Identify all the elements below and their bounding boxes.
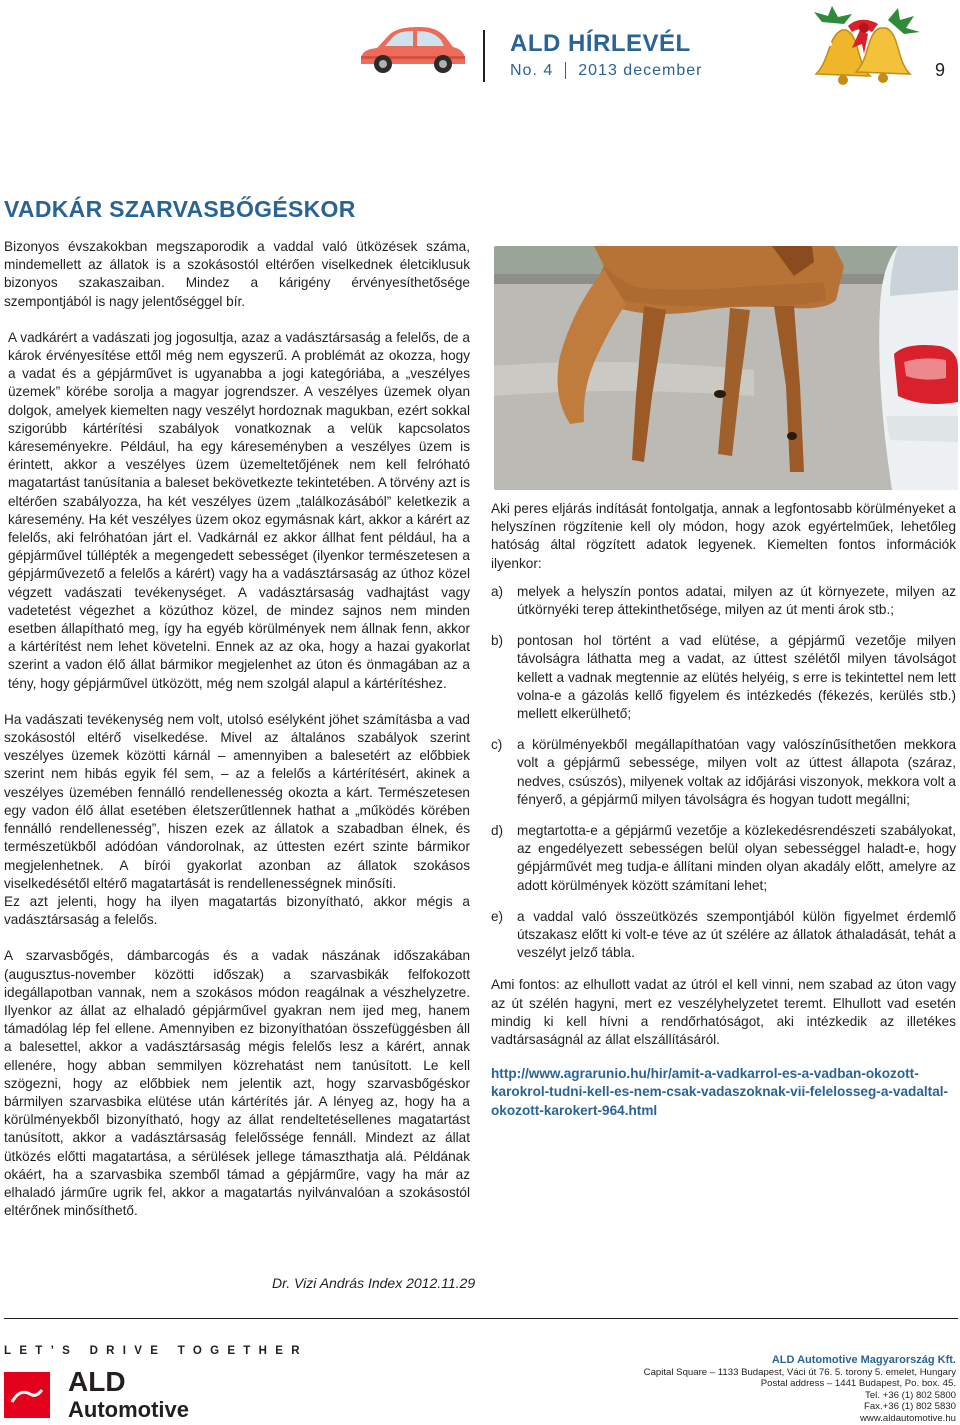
footer-divider <box>4 1318 958 1319</box>
postal-address: Postal address – 1441 Budapest, Po. box. 45. <box>760 1378 956 1390</box>
body-paragraph: Ha vadászati tevékenység nem volt, utolsó esélyként jöhet számításba a vad szokásostól eltérő viselkedése. Mivel az általános szabályok szerint veszélyes üzemek közötti kárnál – amennyiben a balesetért az előbbiek szerint nem hibás egyik fél sem, – az a felelős a kártérítésért, akinek a veszélyes üzemében fennálló rendellenesség okozta a kárt. Természetesen egy vadon élő állat esetében életszerűtlennek hathat a „működés körében fennálló rendellenesség”, hiszen ezek az állatok a szabadban élnek, és természetükből adódóan vándorolnak, az úttesten ezért szinte bármikor megjelenhetnek. A bírói gyakorlat azonban az állatok szokásos viselkedésétől eltérő magatartását is rendellenességnek minősíti. <box>4 711 470 891</box>
checklist-text: a vaddal való összeütközés szempontjából külön figyelmet érdemlő útszakasz előtt ki volt-e téve az út szélére az állatok áthaladását, tehát a veszélyt jelző tábla. <box>517 908 956 961</box>
body-paragraph: Ez azt jelenti, hogy ha ilyen magatartás bizonyítható, akkor mégis a vadásztársaság a felelős. <box>4 893 470 928</box>
checklist-marker: b) <box>491 633 504 649</box>
company-name: ALD Automotive Magyarország Kft. <box>771 1354 956 1366</box>
page-number: 9 <box>935 60 946 80</box>
website: www.aldautomotive.hu <box>860 1412 956 1424</box>
checklist <box>491 583 956 963</box>
checklist-item <box>491 736 956 809</box>
article-title: VADKÁR SZARVASBŐGÉSKOR <box>4 196 356 222</box>
checklist-text: megtartotta-e a gépjármű vezetője a közlekedésrendészeti szabályokat, az engedélyezett sebességen belül olyan sebességgel haladt-e, hogy gépjárművét meg tudja-e állítani minden olyan akadály előtt, amelyre az adott körülmények között számítani lehet; <box>517 823 956 893</box>
logo-wave-icon <box>10 1386 44 1404</box>
checklist-item <box>491 632 956 723</box>
issue-divider <box>565 62 566 79</box>
checklist-text: a körülményekből megállapíthatóan vagy valószínűsíthetően mekkora volt a gépjármű sebessége, milyen volt az úttest állapota (száraz, nedves, csúszós), milyenek voltak az időjárási viszonyok, mekkora volt a fényerő, a gépjármű milyen távolságra és hogyan tudott megállni; <box>517 737 956 807</box>
checklist-marker: d) <box>491 823 504 839</box>
checklist-marker: c) <box>491 737 503 753</box>
checklist-item <box>491 908 956 963</box>
intro-paragraph: Bizonyos évszakokban megszaporodik a vaddal való ütközések száma, mindemellett az állatok is a szokásostól eltérően viselkednek életciklusuk bizonyos szakaszaiban. Mindez a kárigény érvényesíthetősége szempontjából is nagy jelentőséggel bír. <box>4 239 470 309</box>
ald-logo-mark <box>4 1372 50 1418</box>
checklist-text: melyek a helyszín pontos adatai, milyen az út környezete, milyen az útkörnyéki terep áttekinthetősége, milyen az út menti árok stb.; <box>517 583 956 618</box>
car-icon <box>355 22 467 74</box>
checklist-item <box>491 822 956 895</box>
author-credit: Dr. Vizi András Index 2012.11.29 <box>272 1275 476 1291</box>
checklist-item <box>491 583 956 619</box>
checklist-text: pontosan hol történt a vad elütése, a gépjármű vezetője milyen távolságra láthatta meg a vadat, az úttest szélétől milyen távolságot kellett a vadnak megtennie az elütés helyéig, s erre is tekintettel nem lett volna-e a gázolás kellő figyelem és intézkedés (fékezés, kerülés stb.) mellett elkerülhető; <box>517 633 956 722</box>
article-right-column <box>491 500 956 1120</box>
street-address: Capital Square – 1133 Budapest, Váci út 76. 5. torony 5. emelet, Hungary <box>643 1366 956 1378</box>
checklist-intro: Aki peres eljárás indítását fontolgatja, annak a legfontosabb körülményeket a helyszínen rögzítenie kell oly módon, hogy azok egyértelműek, lehetőleg hatóság által rögzített adatok legyenek. Kiemelten fontos információk ilyenkor: <box>491 501 956 571</box>
issue-date: 2013 december <box>578 62 703 79</box>
header-divider <box>483 30 485 82</box>
checklist-marker: e) <box>491 908 504 924</box>
deer-beside-car-photo <box>494 246 958 490</box>
contact-block <box>644 1355 956 1425</box>
issue-line <box>510 62 702 80</box>
body-paragraph: A vadkárért a vadászati jog jogosultja, azaz a vadásztársaság a felelős, de a károk érvényesítése ettől még nem egyszerű. A problémát az okozza, hogy a vadat és a gépjárművet is ugyanabba a jogi kategóriába, a „veszélyes üzemek” körébe sorolja a magyar jogrendszer. A veszélyes üzemek olyan dolgok, amelyek kiemelten nagy veszélyt hordoznak magukban, ezért sokkal szigorúbb kártérítési szabályok vonatkoznak a velük kapcsolatos káreseményekre. Például, ha egy káreseményben a veszélyes üzem is érintett, akkor a veszélyes üzem üzemeltetőjének nem kell felróható magatartást tanúsítania a baleset bekövetkezte tekintetében. A törvény azt is eltérően szabályozza, ha két veszélyes üzem „találkozásából” keletkezik a káresemény. Ha két veszélyes üzem okoz egymásnak kárt, akkor a kárért az felelős, aki felróhatóan járt el. Vadkárnál ez akkor állhat fent például, ha a gépjárművel túllépték a megengedett sebességet (ilyenkor természetesen a gépjárművezető a felelős a kárért) vagy ha a vadásztársaság az úthoz közel végzett vadászati tevékenységet. A vadásztársaság vadhajtást vagy vadetetést végezhet a közúthoz közel, de mindez sajnos nem minden esetben állapítható meg, így ha egyéb körülmények nem állnak fenn, akkor a kártérítést nem lehet követelni. Ennek az az oka, hogy a hazai gyakorlat szerint a vadon élő állat bármikor megjelenhet az úton és önmagában az a tény, hogy gépjárművel ütközött, még nem szolgál alapul a kártérítéshez. <box>8 329 470 691</box>
logo-automotive-text: Automotive <box>68 1397 189 1422</box>
issue-number: No. 4 <box>510 62 554 79</box>
fax-number: Fax.+36 (1) 802 5830 <box>863 1401 956 1413</box>
logo-ald-text: ALD <box>68 1366 126 1397</box>
phone-number: Tel. +36 (1) 802 5800 <box>865 1389 956 1401</box>
body-paragraph: A szarvasbőgés, dámbarcogás és a vadak nászának időszakában (augusztus-november közötti időszak) a szarvasbikák felfokozott idegállapotban vannak, nem a szokásos módon reagálnak a vészhelyzetre. Ilyenkor az állat az elhaladó gépjárművel gyakran nem ijed meg, hanem támadólag lép fel ellene. Amennyiben ez bizonyíthatóan összefüggésben áll a balesettel, akkor a vadásztársaság mégis felelős lesz a kárért, annak ellenére, hogy abban semmilyen közrehatást nem tanúsított. Le kell szögezni, hogy az előbbiek nem jelentik azt, hogy szarvasbőgéskor bármilyen szarvasbika elütése után kártérítés jár. A lényeg az, hogy ha a körülményekből bizonyítható, hogy az állat rendeltetésellenes magatartást tanúsított, akkor a vadásztársaság felelőssége fennáll. Mindezt az állat ütközés előtti magatartása, a sérülések jellege támaszthatja alá. Példának okáért, ha a szarvasbika szemből támad a gépjárműre, vagy ha már az elhaladó járműre ugrik fel, akkor a magatartás nyilvánvalóan a szokásostól eltérőnek minősíthető. <box>4 948 470 1219</box>
checklist-marker: a) <box>491 583 504 599</box>
important-note: Ami fontos: az elhullott vadat az útról el kell vinni, nem szabad az úton vagy az út szélén hagyni, mert ez veszélyhelyzetet teremt. Elhullott vad esetén mindig ki kell hívni a rendőrhatóságot, aki intézkedik az illetékes vadtársaságnál az állat elszállításáról. <box>491 977 956 1048</box>
source-link[interactable]: http://www.agrarunio.hu/hir/amit-a-vadkarrol-es-a-vadban-okozott-karokrol-tudni-kell-es-nem-csak-vadaszoknak-vii-felelosseg-a-vadaltal-okozott-karokert-964.html <box>491 1066 949 1118</box>
newsletter-title: ALD HÍRLEVÉL <box>510 30 691 57</box>
article-left-column <box>4 238 470 1238</box>
footer-slogan: LET’S DRIVE TOGETHER <box>4 1345 308 1357</box>
christmas-bells-icon <box>808 4 926 96</box>
